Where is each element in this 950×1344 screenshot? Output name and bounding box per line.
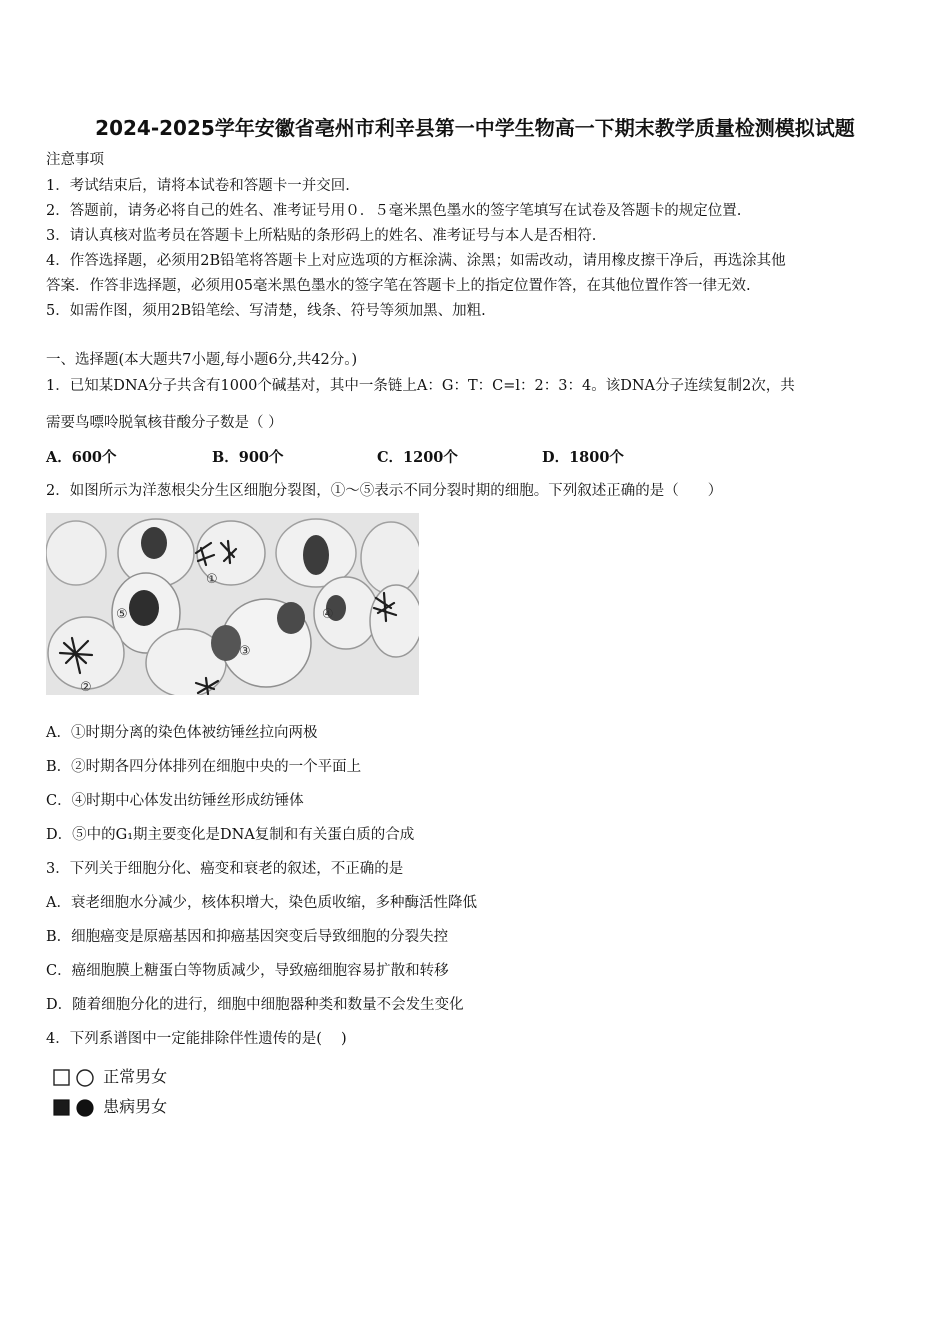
q2-option-b: B．②时期各四分体排列在细胞中央的一个平面上 bbox=[46, 759, 362, 775]
notice-item-3: 3．请认真核对监考员在答题卡上所粘贴的条形码上的姓名、准考证号与本人是否相符. bbox=[46, 228, 597, 244]
q4-stem: 4．下列系谱图中一定能排除伴性遗传的是( ) bbox=[46, 1031, 347, 1047]
q1-stem-line1: 1．已知某DNA分子共含有1000个碱基对，其中一条链上A：G：T：C=l：2：3：4。该DNA分子连续复制2次，共 bbox=[46, 378, 795, 394]
fig-label-4: ④ bbox=[322, 607, 334, 622]
q1-option-d: D．1800个 bbox=[542, 449, 624, 466]
q3-option-c: C．癌细胞膜上糖蛋白等物质减少，导致癌细胞容易扩散和转移 bbox=[46, 963, 449, 979]
q1-option-b: B．900个 bbox=[212, 449, 284, 466]
fig-label-1: ① bbox=[206, 572, 218, 587]
normal-male-female-icon bbox=[52, 1068, 98, 1088]
q1-option-c: C．1200个 bbox=[377, 449, 458, 466]
q1-option-a: A．600个 bbox=[46, 449, 117, 466]
q3-stem: 3．下列关于细胞分化、癌变和衰老的叙述，不正确的是 bbox=[46, 861, 404, 877]
notice-item-4: 4．作答选择题，必须用2B铅笔将答题卡上对应选项的方框涂满、涂黑；如需改动，请用橡皮擦干净后，再选涂其他 bbox=[46, 253, 786, 269]
q3-option-d: D．随着细胞分化的进行，细胞中细胞器种类和数量不会发生变化 bbox=[46, 997, 464, 1013]
legend-normal-label: 正常男女 bbox=[103, 1067, 168, 1086]
q2-option-d: D．⑤中的G₁期主要变化是DNA复制和有关蛋白质的合成 bbox=[46, 827, 415, 843]
notice-item-5: 5．如需作图，须用2B铅笔绘、写清楚，线条、符号等须加黑、加粗. bbox=[46, 303, 486, 319]
notice-item-2: 2．答题前，请务必将自己的姓名、准考证号用０．５毫米黑色墨水的签字笔填写在试卷及答题卡的规定位置. bbox=[46, 203, 742, 219]
notice-item-1: 1．考试结束后，请将本试卷和答题卡一并交回. bbox=[46, 178, 350, 194]
legend-affected-label: 患病男女 bbox=[103, 1097, 168, 1116]
section-heading: 一、选择题(本大题共7小题,每小题6分,共42分。) bbox=[46, 352, 358, 368]
q2-option-a: A．①时期分离的染色体被纺锤丝拉向两极 bbox=[46, 725, 318, 741]
q2-option-c: C．④时期中心体发出纺锤丝形成纺锤体 bbox=[46, 793, 304, 809]
notice-heading: 注意事项 bbox=[46, 152, 104, 168]
legend-affected bbox=[52, 1094, 167, 1118]
legend-normal bbox=[52, 1064, 167, 1088]
fig-label-3: ③ bbox=[239, 644, 251, 659]
notice-item-4-cont: 答案．作答非选择题，必须用05毫米黑色墨水的签字笔在答题卡上的指定位置作答，在其他位置作答一律无效. bbox=[46, 278, 751, 294]
q1-stem-line2: 需要鸟嘌呤脱氧核苷酸分子数是（ ） bbox=[46, 415, 283, 431]
fig-label-2: ② bbox=[80, 680, 92, 695]
onion-root-tip-micrograph bbox=[46, 513, 419, 695]
q3-option-b: B．细胞癌变是原癌基因和抑癌基因突变后导致细胞的分裂失控 bbox=[46, 929, 449, 945]
q3-option-a: A．衰老细胞水分减少，核体积增大，染色质收缩，多种酶活性降低 bbox=[46, 895, 477, 911]
q2-stem: 2．如图所示为洋葱根尖分生区细胞分裂图，①～⑤表示不同分裂时期的细胞。下列叙述正确的是（ ） bbox=[46, 483, 723, 499]
fig-label-5: ⑤ bbox=[116, 607, 128, 622]
affected-male-female-icon bbox=[52, 1098, 98, 1118]
page-title: 2024-2025学年安徽省亳州市利辛县第一中学生物高一下期末教学质量检测模拟试题 bbox=[95, 116, 855, 140]
